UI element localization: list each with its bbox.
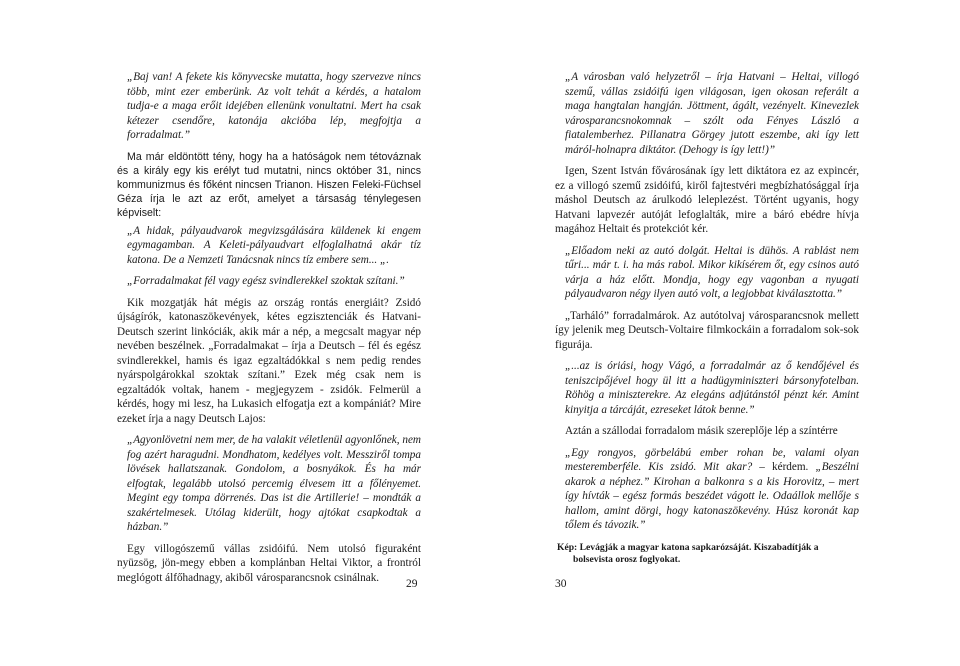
quote-segment: „Beszélni akarok a néphez.”	[565, 461, 859, 488]
quote-paragraph: „...az is óriási, hogy Vágó, a forradalmár az ő kendőjével és teniszcipőjével hogy ül itt a hadügyminiszteri bársonyfotelban. Röhög a miniszterekre. Az elegáns adjútánstól pénzt kér. Amint kinyitja a tárcáját, ezreseket látok benne.”	[565, 360, 859, 416]
caption-line: bolsevista orosz foglyokat.	[573, 553, 681, 565]
quote-paragraph: „Előadom neki az autó dolgát. Heltai is dühös. A rablást nem tűri... már t. i. ha más rabol. Mikor kikísérem őt, egy csinos autó várja a ház előtt. Mondja, hogy egy vagonban a nyugati pályaudvaron négy ilyen autó volt, a legjobbat kiválasztotta.”	[565, 244, 859, 300]
caption-line: Kép: Levágják a magyar katona sapkarózsáját. Kiszabadítják a	[557, 541, 819, 553]
mixed-quote-paragraph	[565, 446, 859, 533]
body-paragraph: Aztán a szállodai forradalom másik szereplője lép a színtérre	[565, 425, 838, 437]
right-page	[480, 0, 960, 666]
quote-segment: „Egy rongyos, görbelábú ember rohan be, valami olyan mesteremberféle. Kis zsidó. Mit akar? –	[565, 446, 859, 473]
quote-segment: Kirohan a balkonra s a kis Horovitz, – mert így hívták – egész formás beszédet vágott le. Odaállok mellője s hallom, amint dörgi, hogy katonaszökevény. Húsz koronát kap tőlem és távozik.”	[565, 475, 859, 531]
left-text-column	[117, 70, 421, 585]
body-paragraph: Ma már eldöntött tény, hogy ha a hatóságok nem tétováznak és a király egy kis erélyt tud mutatni, nincs október 31, nincs kommunizmus és főként nincsen Trianon. Hiszen Feleki-Füchsel Géza írja le azt az erőt, amelyet a társaság ténylegesen képviselt:	[117, 150, 421, 220]
quote-paragraph: „Baj van! A fekete kis könyvecske mutatta, hogy szervezve nincs több, mint ezer emberünk. Az volt tehát a kérdés, a hatalom tudja-e a maga erőit idejében ellenünk vonultatni. Mert ha csak kétezer csendőre, katonája akcióba lép, megfojtja a forradalmat.”	[127, 71, 421, 141]
image-caption	[555, 542, 859, 566]
quote-paragraph: „Agyonlövetni nem mer, de ha valakit véletlenül agyonlőnek, nem fog azért haragudni. Mondhatom, kedélyes volt. Messziről tompa lövések hallatszanak. Gondolom, a bosnyákok. És ha már elfogtak, legalább utolsó percemig élvesem itt a főlényemet. Megint egy tompa dörrenés. Das ist die Artillerie! – mondták a szakértelmesek. Utólag kiderült, hogy ajtókat csapkodtak a házban.”	[127, 434, 421, 534]
quote-paragraph: „A hidak, pályaudvarok megvizsgálására küldenek ki engem egymagamban. A Keleti-pályaudvart elfoglalhatná akár tíz katona. De a Nemzeti Tanácsnak nincs tíz embere sem... „.	[127, 224, 421, 266]
right-text-column	[555, 70, 859, 566]
body-paragraph: Igen, Szent István fővárosának így lett diktátora ez az expincér, ez a villogó szemű zsidóifú, kiről fajtestvéri megbízhatósággal írja máshol Deutsch az árulkodó leleplezést. Történt ugyanis, hogy Hatvani lapvezér autóját lefoglalták, mire a báró ebédre hívja magához Heltait és protekciót kér.	[555, 165, 859, 235]
body-paragraph: Kik mozgatják hát mégis az ország rontás energiáit? Zsidó újságírók, katonaszökevények, kétes egzisztenciák és Hatvani-Deutsch szerint linkóciák, akik már a nép, a megcsalt magyar nép nevében beszélnek. „Forradalmakat – írja a Deutsch – fél és egész svindlerekkel, hamis és igaz egzaltádókkal s nem pedig rendes nyárspolgárokkal szoktak szítani.” Ezek még csak nem is egzaltádók voltak, hanem - megjegyzem - zsidók. Felmerül a kérdés, hogy mi lesz, ha Lukasich elfogatja ezt a kompániát? Mire ezeket írja a nagy Deutsch Lajos:	[117, 296, 421, 425]
body-paragraph: „Tarháló” forradalmárok. Az autótolvaj városparancsnok mellett így jelenik meg Deutsch-Voltaire filmkockáin a forradalom sok-sok figurája.	[555, 309, 859, 351]
page-number: 29	[406, 578, 418, 590]
narration-segment: kérdem.	[772, 461, 816, 473]
quote-paragraph: „A városban való helyzetről – írja Hatvani – Heltai, villogó szemű, vállas zsidóifú igen világosan, igen okosan referált a maga hangtalan hangján. Jöttment, ágált, vezényelt. Kinevezlek városparancsnokomnak – szólt oda Fényes László a fiatalemberhez. Pillanatra Görgey jutott eszembe, aki így lett máról-holnapra diktátor. (Dehogy is így lett!)”	[565, 71, 859, 156]
page-number: 30	[555, 578, 567, 590]
quote-paragraph: „Forradalmakat fél vagy egész svindlerekkel szoktak szítani.”	[127, 275, 405, 288]
body-paragraph: Egy villogószemű vállas zsidóifú. Nem utolsó figuraként nyüzsög, jön-megy ebben a komplánban Heltai Viktor, a frontról meglógott álfőhadnagy, akiből városparancsnok csinálnak.	[117, 542, 421, 584]
